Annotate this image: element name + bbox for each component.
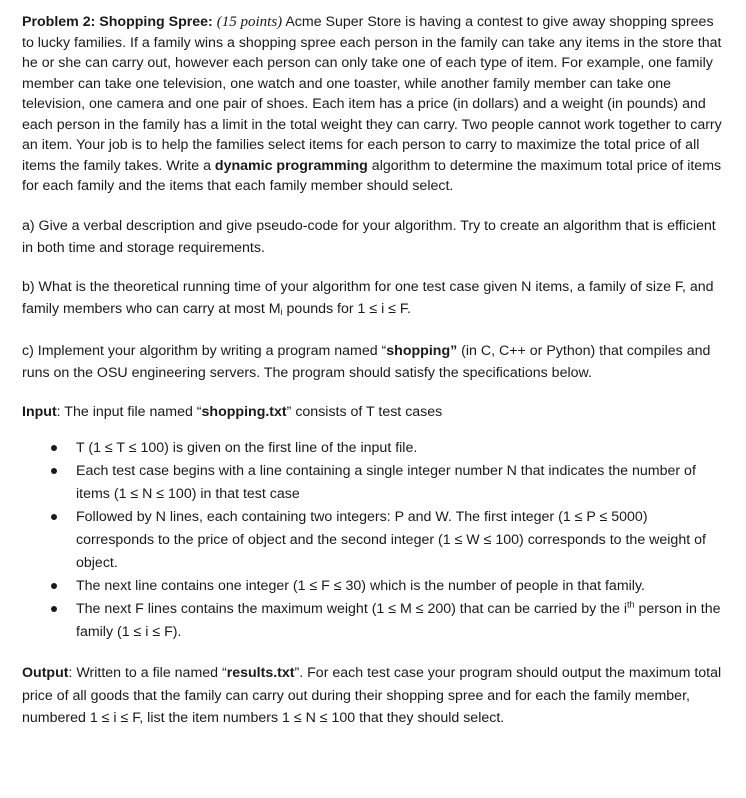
intro-text-2: algorithm to determine the maximum total price of items for each family and the items that each family member should select.	[22, 157, 722, 194]
part-a: a) Give a verbal description and give pseudo-code for your algorithm. Try to create an algorithm that is efficient in both time and storage requirements.	[22, 217, 716, 256]
part-b-pre: b) What is the theoretical running time of your algorithm for one test case given N items, a family of size F, and family members who can carry at most M	[22, 278, 714, 317]
output-label: Output	[22, 665, 69, 681]
part-c-bold: shopping”	[386, 342, 458, 359]
list-item: Followed by N lines, each containing two integers: P and W. The first integer (1 ≤ P ≤ 5000) corresponds to the price of object and the second integer (1 ≤ W ≤ 100) corresponds to the weight of object.	[22, 506, 726, 575]
bullet-dot	[51, 514, 57, 520]
output-file: results.txt	[226, 665, 295, 681]
list-item: T (1 ≤ T ≤ 100) is given on the first line of the input file.	[22, 437, 726, 460]
problem-title: Shopping Spree:	[99, 14, 213, 30]
input-label: Input	[22, 403, 57, 420]
bullet-dot	[51, 468, 57, 474]
part-c-post: (in C, C++ or Python) that compiles and runs on the OSU engineering servers. The program should satisfy the specifications below.	[22, 342, 711, 381]
bullet-dot	[51, 606, 57, 612]
input-pre: : The input file named “	[56, 403, 202, 420]
output-pre: : Written to a file named “	[68, 665, 227, 681]
bullet-dot	[51, 583, 57, 589]
part-b	[22, 276, 726, 324]
problem-intro	[22, 12, 726, 197]
part-b-post: pounds for 1 ≤ i ≤ F.	[282, 301, 411, 317]
part-c	[22, 340, 726, 385]
list-item: The next line contains one integer (1 ≤ F ≤ 30) which is the number of people in that family.	[22, 575, 726, 598]
problem-heading: Problem 2:	[22, 14, 96, 30]
part-c-pre: c) Implement your algorithm by writing a program named “	[22, 342, 387, 359]
intro-bold: dynamic programming	[214, 157, 368, 174]
bullet-dot	[51, 445, 57, 451]
output-post: ”. For each test case your program should output the maximum total price of all goods that the family can carry out during their shopping spree and for each the family member, numbered 1 ≤ i ≤ F, list the item numbers 1 ≤ N ≤ 100 that they should select.	[22, 665, 722, 726]
problem-points: (15 points)	[216, 14, 283, 30]
list-item: The next F lines contains the maximum weight (1 ≤ M ≤ 200) that can be carried by the $i^{th}$ person in the family (1 ≤ i ≤ F).	[22, 598, 726, 644]
input-bullets	[22, 437, 726, 644]
input-section	[22, 401, 726, 424]
input-post: ” consists of T test cases	[286, 403, 443, 420]
part-b-sub: i	[280, 307, 283, 317]
input-file: shopping.txt	[201, 403, 287, 420]
list-item: Each test case begins with a line containing a single integer number N that indicates the number of items (1 ≤ N ≤ 100) in that test case	[22, 460, 726, 506]
output-section	[22, 662, 726, 730]
intro-text-1: Acme Super Store is having a contest to give away shopping sprees to lucky families. If a family wins a shopping spree each person in the family can take any items in the store that he or she can carry out, however each person can only take one of each type of item. For example, one family member can take one television, one watch and one toaster, while another family member can take one television, one camera and one pair of shoes. Each item has a price (in dollars) and a weight (in pounds) and each person in the family has a limit in the total weight they can carry. Two people cannot work together to carry an item. Your job is to help the families select items for each person to carry to maximize the total price of all items the family takes. Write a	[22, 14, 722, 174]
